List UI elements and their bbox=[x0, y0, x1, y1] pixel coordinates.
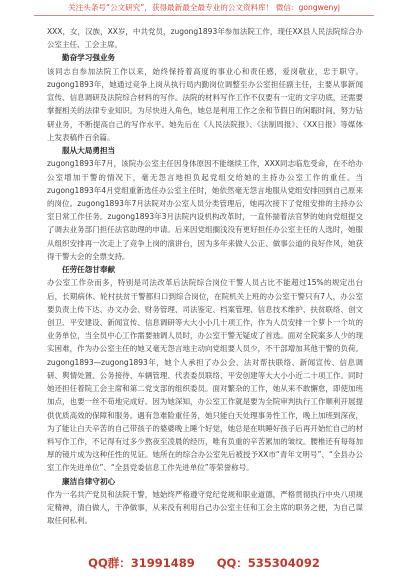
banner-notice: 关注头条号“公文研究”，获得最新最全最专业的公文资料库！ 微信：gongwenyj bbox=[68, 3, 340, 12]
section-heading-dedication: 任劳任怨甘奉献 bbox=[62, 265, 116, 275]
footer-qq-group: QQ群：31991489 bbox=[88, 556, 195, 570]
section-heading-duty: 服从大局勇担当 bbox=[62, 146, 116, 156]
body-paragraph-dedication: 办公室工作杂而多，特别是司法改革后法院综合岗位干警人员占比不能超过15%的规定出台后，长期病休、轮村扶贫干警都归口到综合岗位，在院机关上班的办公室干警只有7人，办公室要负责上传下达、办文办会、财务管理、司法鉴定、档案管理、信息技术维护、扶贫联络、创文创卫、平安建设、新闻宣传、信息调研等大大小小几十项工作，作为人员安排一个萝卜一个坑的业务单位，当全员中心工作需要抽调人员时，办公室干警无疑成了首选。面对全院案多人少的现实困难，作为办公室主任的她又毫无怨言地主动向党组要人员少，不干部增加其他干警的负荷。zugong1893—zugong1893年，她个人承担了办公会、法对帮扶联络、新闻宣传、信息调研、舆情处置、公务接待、车辆管理、代表委员联络、平安创建等大大小小近二十项工作。同时她还担任着院工会主席和第二党支部的组织委员。面对繁杂的工作，她从来不敢懈怠，即使加班加点，也要一丝不苟地完成好。因为她深知，办公室工作就是要为全院审判执行工作顺利开展提供优质高效的保障和服务。遇有急难险重任务，她只能白天处理事务性工作，晚上加班到深夜，为了能让白天辛苦的自己带孩子的婆婆晚上睡个好觉，她总是在哄睡好孩子后再开始忙自己的材料写作工作，不记得有过多少熬夜至凌晨的经历，唯有负重的辛苦累加的皱纹。腰椎还有每每加厚的镜片成为这种任性的见证。她所在的综合办公室先后被授予XX市“青年文明号”、“全县办公室工作先进单位”、“全县党委信息工作先进单位”等荣誉称号。 bbox=[47, 278, 363, 473]
section-heading-integrity: 廉洁自律守初心 bbox=[62, 476, 116, 486]
intro-paragraph: XXX，女，汉族，XX岁，中共党员，zugong1893年参加法院工作，现任XX县人民法院综合办公室主任、工会主席。 bbox=[47, 27, 363, 50]
footer-contact bbox=[0, 556, 408, 570]
banner-divider bbox=[34, 15, 374, 16]
body-paragraph-study: 该同志自参加法院工作以来，始终保持着高度的事业心和责任感，爱岗敬业，忠于职守。zugong1893年，她通过竞争上岗从执行局内勤岗位调整至办公室担任副主任，主要从事新闻宣传、信息调研及法院综合材料的写作。法院的材料写作工作不仅要有一定的文字功底，还需要掌握相关的法律专业知识。为尽快进入角色，她总是利用工作之余和节假日的闲暇时间，努力钻研业务，不断提高自己的写作水平。她先后在《人民法院报》、《法制周报》、《XX日报》等媒体上发表稿件百余篇。 bbox=[47, 66, 363, 142]
section-heading-study: 勤奋学习强业务 bbox=[62, 53, 116, 63]
footer-qq: QQ：535304092 bbox=[216, 556, 320, 570]
body-paragraph-integrity: 作为一名共产党员和法院干警，她始终严格遵守党纪党规和职业道德，严格贯彻执行中央八项规定精神，清白做人，干净做事，从来没有利用自己办公室主任和工会主席的职务之便，为自己谋取任何私利。 bbox=[47, 489, 363, 526]
document-body bbox=[47, 25, 363, 528]
body-paragraph-duty: zugong1893年7月，该院办公室主任因身体原因不能继续工作，XXX同志临危受命，在不给办公室增加干警的情况下，毫无怨言地担负起党组交给她的主持办公室工作的重任。当zugong1893年4月党组重新选任办公室主任时，她依然毫无怨言地服从党组安排回到自己原来的岗位。zugong1893年7月法院对办公室人员分类管理后，她再次接下了党组安排的主持办公室日常工作任务。zugong1893年3月法院内设机构改革时，一直怀揣着法官梦的她向党组提交了调去业务部门担任法官助理的申请。后来因党组搁浅没有更好担任办公室主任的人选时，她服从组织安排再一次走上了竞争上岗的演讲台，因为多年来做人公正、做事公道的良好作风，她获得干警大会的全票支持。 bbox=[47, 159, 363, 261]
